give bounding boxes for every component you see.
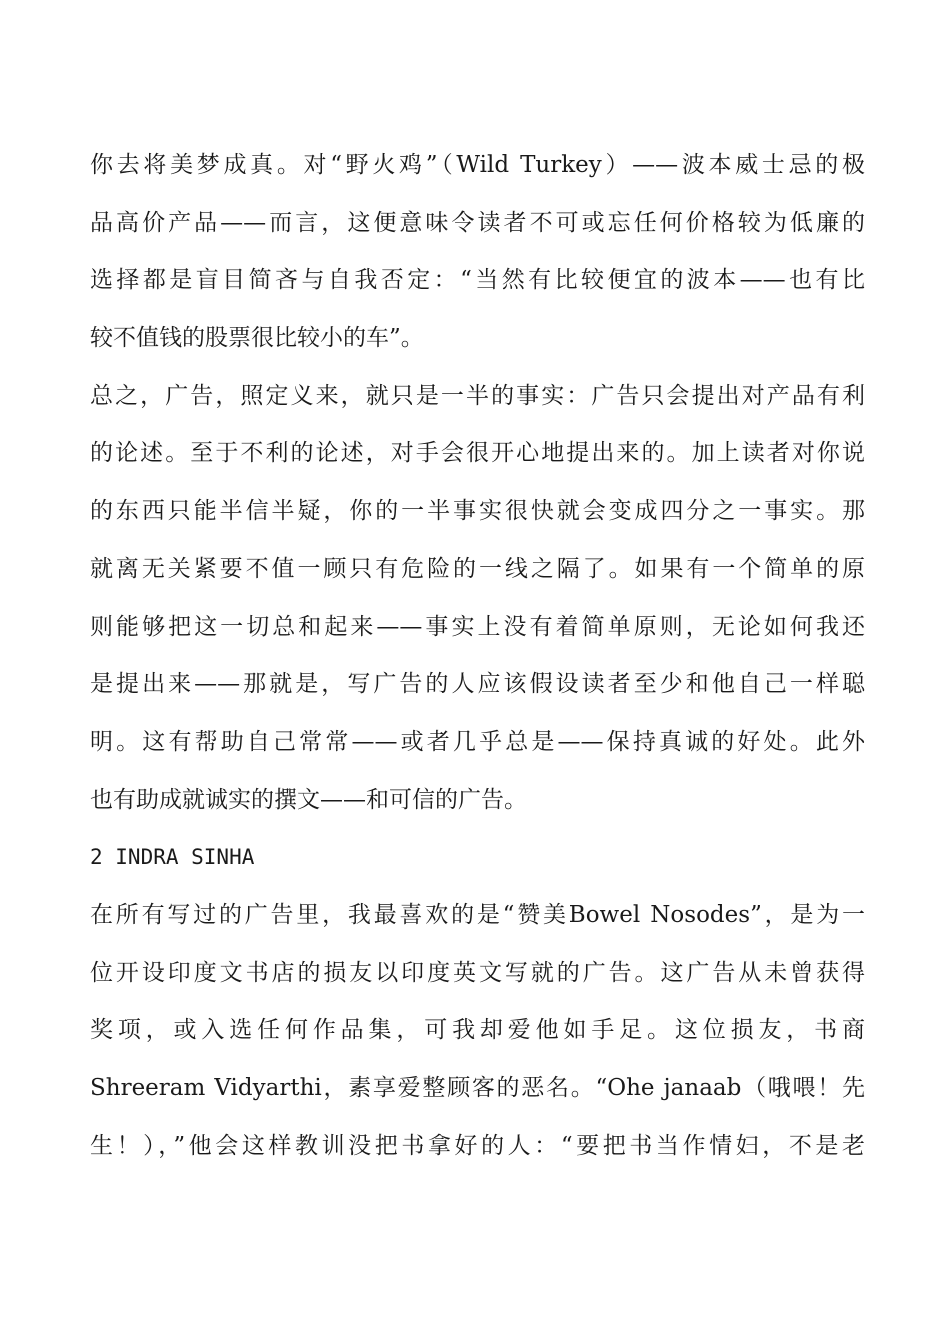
text-line-5: 总之，广告，照定义来，就只是一半的事实：广告只会提出对产品有利 bbox=[90, 382, 865, 409]
text-line-14: 在所有写过的广告里，我最喜欢的是“赞美Bowel Nosodes”，是为一 bbox=[90, 901, 865, 928]
text-line-1: 你去将美梦成真。对“野火鸡”（Wild Turkey）——波本威士忌的极 bbox=[90, 152, 865, 178]
text-line-16: 奖项，或入选任何作品集，可我却爱他如手足。这位损友，书商 bbox=[90, 1017, 865, 1044]
text-line-7: 的东西只能半信半疑，你的一半事实很快就会变成四分之一事实。那 bbox=[90, 498, 865, 525]
text-line-4: 较不值钱的股票很比较小的车”。 bbox=[90, 325, 424, 352]
text-line-9: 则能够把这一切总和起来——事实上没有着简单原则，无论如何我还 bbox=[90, 613, 865, 640]
text-line-2: 品高价产品——而言，这便意味令读者不可或忘任何价格较为低廉的 bbox=[90, 209, 865, 236]
text-line-3: 选择都是盲目简吝与自我否定：“当然有比较便宜的波本——也有比 bbox=[90, 267, 865, 294]
body-text bbox=[90, 140, 865, 1178]
text-line-18: 生！），”他会这样教训没把书拿好的人：“要把书当作情妇，不是老 bbox=[90, 1132, 865, 1159]
text-line-15: 位开设印度文书店的损友以印度英文写就的广告。这广告从未曾获得 bbox=[90, 959, 865, 986]
text-line-11: 明。这有帮助自己常常——或者几乎总是——保持真诚的好处。此外 bbox=[90, 728, 865, 755]
text-line-10: 是提出来——那就是，写广告的人应该假设读者至少和他自己一样聪 bbox=[90, 671, 865, 698]
text-line-17: Shreeram Vidyarthi，素享爱整顾客的恶名。“Ohe janaab（哦喂！先 bbox=[90, 1075, 865, 1101]
section-heading: 2 INDRA SINHA bbox=[90, 845, 255, 870]
text-line-8: 就离无关紧要不值一顾只有危险的一线之隔了。如果有一个简单的原 bbox=[90, 555, 865, 582]
text-line-12: 也有助成就诚实的撰文——和可信的广告。 bbox=[90, 786, 527, 813]
text-line-6: 的论述。至于不利的论述，对手会很开心地提出来的。加上读者对你说 bbox=[90, 440, 865, 467]
